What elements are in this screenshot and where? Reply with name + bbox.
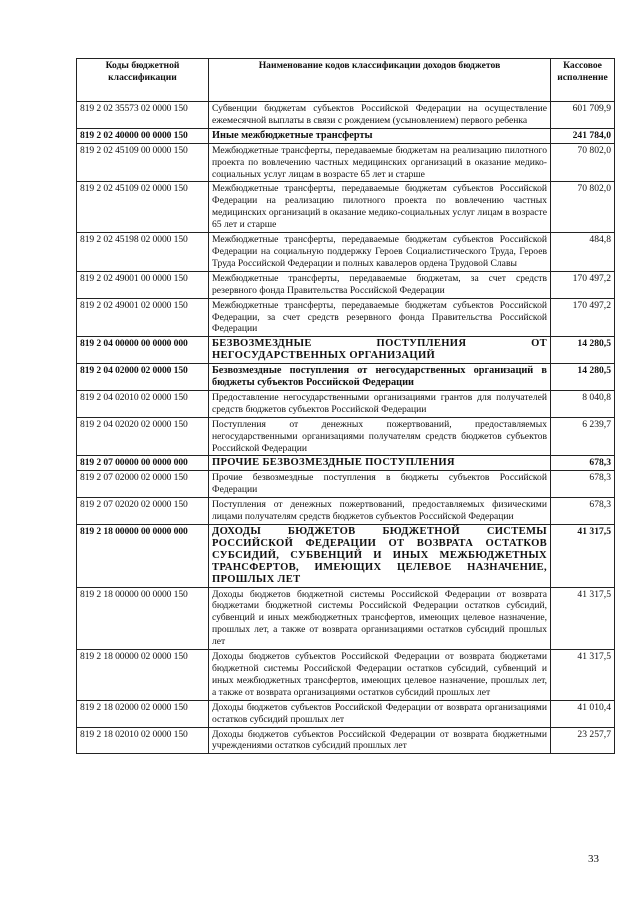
sum-cell: 41 317,5	[551, 587, 615, 650]
code-cell: 819 2 18 00000 00 0000 150	[77, 587, 209, 650]
name-cell: Субвенции бюджетам субъектов Российской Федерации на осуществление ежемесячной выплаты в связи с рождением (усыновлением) первого ребенка	[209, 102, 551, 129]
name-cell: ПРОЧИЕ БЕЗВОЗМЕЗДНЫЕ ПОСТУПЛЕНИЯ	[209, 456, 551, 471]
name-cell: ДОХОДЫ БЮДЖЕТОВ БЮДЖЕТНОЙ СИСТЕМЫ РОССИЙСКОЙ ФЕДЕРАЦИИ ОТ ВОЗВРАТА ОСТАТКОВ СУБСИДИЙ, СУБВЕНЦИЙ И ИНЫХ МЕЖБЮДЖЕТНЫХ ТРАНСФЕРТОВ, ИМЕЮЩИХ ЦЕЛЕВОЕ НАЗНАЧЕНИЕ, ПРОШЛЫХ ЛЕТ	[209, 525, 551, 588]
table-row	[77, 102, 615, 129]
sum-cell: 484,8	[551, 233, 615, 272]
name-cell: Межбюджетные трансферты, передаваемые бюджетам субъектов Российской Федерации, за счет средств резервного фонда Правительства Российской Федерации	[209, 298, 551, 337]
name-cell: БЕЗВОЗМЕЗДНЫЕ ПОСТУПЛЕНИЯ ОТ НЕГОСУДАРСТВЕННЫХ ОРГАНИЗАЦИЙ	[209, 337, 551, 364]
code-cell: 819 2 07 02020 02 0000 150	[77, 498, 209, 525]
table-row	[77, 417, 615, 456]
table-row	[77, 456, 615, 471]
table-row	[77, 337, 615, 364]
sum-cell: 14 280,5	[551, 364, 615, 391]
name-cell: Доходы бюджетов субъектов Российской Федерации от возврата бюджетными учреждениями остатков субсидий прошлых лет	[209, 727, 551, 754]
sum-cell: 170 497,2	[551, 271, 615, 298]
table-row	[77, 271, 615, 298]
sum-cell: 14 280,5	[551, 337, 615, 364]
sum-cell: 241 784,0	[551, 128, 615, 143]
code-cell: 819 2 07 00000 00 0000 000	[77, 456, 209, 471]
table-row	[77, 471, 615, 498]
sum-cell: 8 040,8	[551, 390, 615, 417]
code-cell: 819 2 18 02000 02 0000 150	[77, 700, 209, 727]
sum-cell: 6 239,7	[551, 417, 615, 456]
sum-cell: 41 317,5	[551, 650, 615, 701]
table-row	[77, 650, 615, 701]
name-cell: Поступления от денежных пожертвований, предоставляемых негосударственными организациями получателям средств бюджетов субъектов Российской Федерации	[209, 417, 551, 456]
code-cell: 819 2 04 02000 02 0000 150	[77, 364, 209, 391]
sum-cell: 678,3	[551, 471, 615, 498]
name-cell: Доходы бюджетов субъектов Российской Федерации от возврата бюджетами бюджетной системы Российской Федерации остатков субсидий, субвенций и иных межбюджетных трансфертов, имеющих целевое назначение, прошлых лет, а также от возврата организациями остатков субсидий прошлых лет	[209, 650, 551, 701]
code-cell: 819 2 04 00000 00 0000 000	[77, 337, 209, 364]
table-row	[77, 700, 615, 727]
code-cell: 819 2 18 02010 02 0000 150	[77, 727, 209, 754]
sum-cell: 23 257,7	[551, 727, 615, 754]
table-row	[77, 182, 615, 233]
table-row	[77, 143, 615, 182]
page-number: 33	[588, 853, 599, 865]
table-row	[77, 128, 615, 143]
header-name: Наименование кодов классификации доходов бюджетов	[209, 59, 551, 102]
code-cell: 819 2 02 40000 00 0000 150	[77, 128, 209, 143]
code-cell: 819 2 02 45109 02 0000 150	[77, 182, 209, 233]
name-cell: Поступления от денежных пожертвований, предоставляемых физическими лицами получателям средств бюджетов субъектов Российской Федерации	[209, 498, 551, 525]
name-cell: Межбюджетные трансферты, передаваемые бюджетам на реализацию пилотного проекта по вовлечению частных медицинских организаций в оказание медико-социальных услуг лицам в возрасте 65 лет и старше	[209, 143, 551, 182]
code-cell: 819 2 18 00000 00 0000 000	[77, 525, 209, 588]
code-cell: 819 2 18 00000 02 0000 150	[77, 650, 209, 701]
code-cell: 819 2 02 49001 02 0000 150	[77, 298, 209, 337]
name-cell: Доходы бюджетов субъектов Российской Федерации от возврата организациями остатков субсидий прошлых лет	[209, 700, 551, 727]
table-row	[77, 587, 615, 650]
name-cell: Доходы бюджетов бюджетной системы Российской Федерации от возврата бюджетами бюджетной системы Российской Федерации остатков субсидий, субвенций и иных межбюджетных трансфертов, имеющих целевое назначение, прошлых лет, а также от возврата организациями остатков субсидий прошлых лет	[209, 587, 551, 650]
header-code: Коды бюджетной классификации	[77, 59, 209, 102]
name-cell: Предоставление негосударственными организациями грантов для получателей средств бюджетов субъектов Российской Федерации	[209, 390, 551, 417]
sum-cell: 678,3	[551, 456, 615, 471]
sum-cell: 601 709,9	[551, 102, 615, 129]
code-cell: 819 2 02 45109 00 0000 150	[77, 143, 209, 182]
table-row	[77, 525, 615, 588]
name-cell: Прочие безвозмездные поступления в бюджеты субъектов Российской Федерации	[209, 471, 551, 498]
sum-cell: 41 317,5	[551, 525, 615, 588]
name-cell: Межбюджетные трансферты, передаваемые бюджетам субъектов Российской Федерации на реализацию пилотного проекта по вовлечению частных медицинских организаций в оказание медико-социальных услуг лицам в возрасте 65 лет и старше	[209, 182, 551, 233]
name-cell: Межбюджетные трансферты, передаваемые бюджетам субъектов Российской Федерации на социальную поддержку Героев Социалистического Труда, Героев Труда Российской Федерации и полных кавалеров ордена Трудовой Славы	[209, 233, 551, 272]
code-cell: 819 2 02 35573 02 0000 150	[77, 102, 209, 129]
budget-revenue-table	[76, 58, 615, 754]
table-body	[77, 102, 615, 754]
sum-cell: 678,3	[551, 498, 615, 525]
sum-cell: 70 802,0	[551, 143, 615, 182]
table-row	[77, 298, 615, 337]
header-sum: Кассовое исполнение	[551, 59, 615, 102]
table-row	[77, 727, 615, 754]
table-row	[77, 233, 615, 272]
table-header	[77, 59, 615, 102]
table-row	[77, 364, 615, 391]
name-cell: Межбюджетные трансферты, передаваемые бюджетам, за счет средств резервного фонда Правительства Российской Федерации	[209, 271, 551, 298]
code-cell: 819 2 04 02010 02 0000 150	[77, 390, 209, 417]
code-cell: 819 2 02 49001 00 0000 150	[77, 271, 209, 298]
sum-cell: 70 802,0	[551, 182, 615, 233]
name-cell: Иные межбюджетные трансферты	[209, 128, 551, 143]
sum-cell: 41 010,4	[551, 700, 615, 727]
table-row	[77, 390, 615, 417]
code-cell: 819 2 07 02000 02 0000 150	[77, 471, 209, 498]
code-cell: 819 2 04 02020 02 0000 150	[77, 417, 209, 456]
code-cell: 819 2 02 45198 02 0000 150	[77, 233, 209, 272]
name-cell: Безвозмездные поступления от негосударственных организаций в бюджеты субъектов Российской Федерации	[209, 364, 551, 391]
sum-cell: 170 497,2	[551, 298, 615, 337]
table-row	[77, 498, 615, 525]
